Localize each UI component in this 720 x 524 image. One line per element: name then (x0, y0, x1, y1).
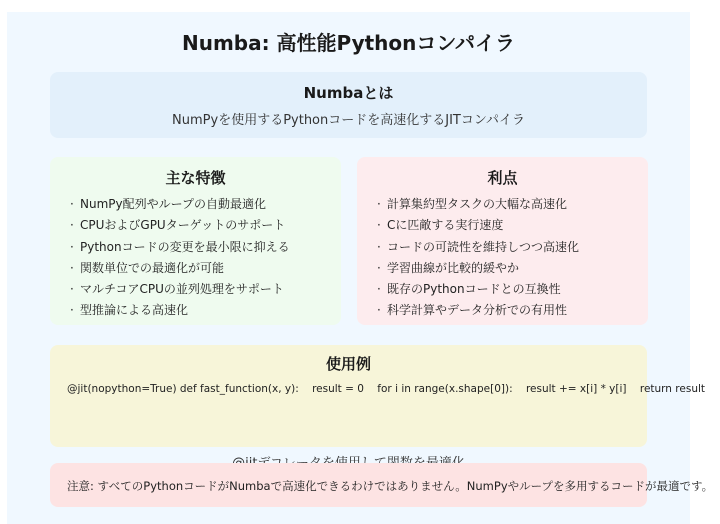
bullet-icon: · (70, 303, 74, 318)
bullet-icon: · (70, 260, 74, 275)
benefits-box (357, 157, 648, 325)
bullet-icon: · (377, 218, 381, 233)
list-item (377, 258, 579, 279)
list-item (70, 279, 290, 300)
code-line: result += x[i] * y[i] (525, 383, 627, 395)
bullet-icon: · (70, 282, 74, 297)
note-box (50, 463, 714, 507)
benefits-item: 科学計算やデータ分析での有用性 (387, 303, 568, 318)
list-item (377, 194, 579, 215)
page-title: Numba: 高性能Pythonコンパイラ (181, 31, 516, 55)
code-line: @jit(nopython=True) def fast_function(x, y): (67, 383, 299, 395)
list-item (377, 300, 579, 321)
benefits-item: 計算集約型タスクの大幅な高速化 (387, 197, 568, 211)
code-snippet (67, 383, 715, 395)
benefits-item: 既存のPythonコードとの互換性 (387, 282, 561, 297)
list-item (70, 194, 290, 215)
bullet-icon: · (377, 197, 381, 211)
code-line: return result (639, 383, 706, 395)
features-item: Pythonコードの変更を最小限に抑える (80, 239, 290, 254)
features-box (50, 157, 341, 325)
benefits-item: コードの可読性を維持しつつ高速化 (387, 239, 580, 254)
benefits-heading: 利点 (487, 169, 518, 187)
list-item (70, 300, 290, 321)
benefits-item: Cに匹敵する実行速度 (387, 218, 504, 233)
features-item: NumPy配列やループの自動最適化 (80, 197, 267, 211)
example-box (50, 345, 706, 447)
bullet-icon: · (377, 239, 381, 254)
bullet-icon: · (377, 260, 381, 275)
bullet-icon: · (70, 239, 74, 254)
benefits-item: 学習曲線が比較的緩やか (387, 260, 520, 275)
list-item (70, 215, 290, 236)
bullet-icon: · (377, 282, 381, 297)
list-item (377, 237, 579, 258)
code-line: for i in range(x.shape[0]): (377, 383, 513, 395)
example-heading: 使用例 (325, 355, 371, 373)
features-item: 関数単位での最適化が可能 (80, 260, 225, 275)
bullet-icon: · (70, 218, 74, 233)
list-item (70, 258, 290, 279)
benefits-list (377, 194, 579, 322)
bullet-icon: · (70, 197, 74, 211)
features-item: 型推論による高速化 (80, 303, 189, 318)
features-list (70, 194, 290, 322)
list-item (377, 215, 579, 236)
bullet-icon: · (377, 303, 381, 318)
list-item (377, 279, 579, 300)
list-item (70, 237, 290, 258)
features-item: マルチコアCPUの並列処理をサポート (80, 282, 284, 297)
about-heading: Numbaとは (303, 84, 394, 102)
features-heading: 主な特徴 (165, 169, 226, 187)
code-line: result = 0 (312, 383, 364, 395)
about-box (50, 72, 647, 138)
about-description: NumPyを使用するPythonコードを高速化するJITコンパイラ (172, 113, 525, 128)
features-item: CPUおよびGPUターゲットのサポート (80, 218, 286, 233)
note-text: 注意: すべてのPythonコードがNumbaで高速化できるわけではありません。NumPyやループを多用するコードが最適です。 (67, 479, 714, 493)
